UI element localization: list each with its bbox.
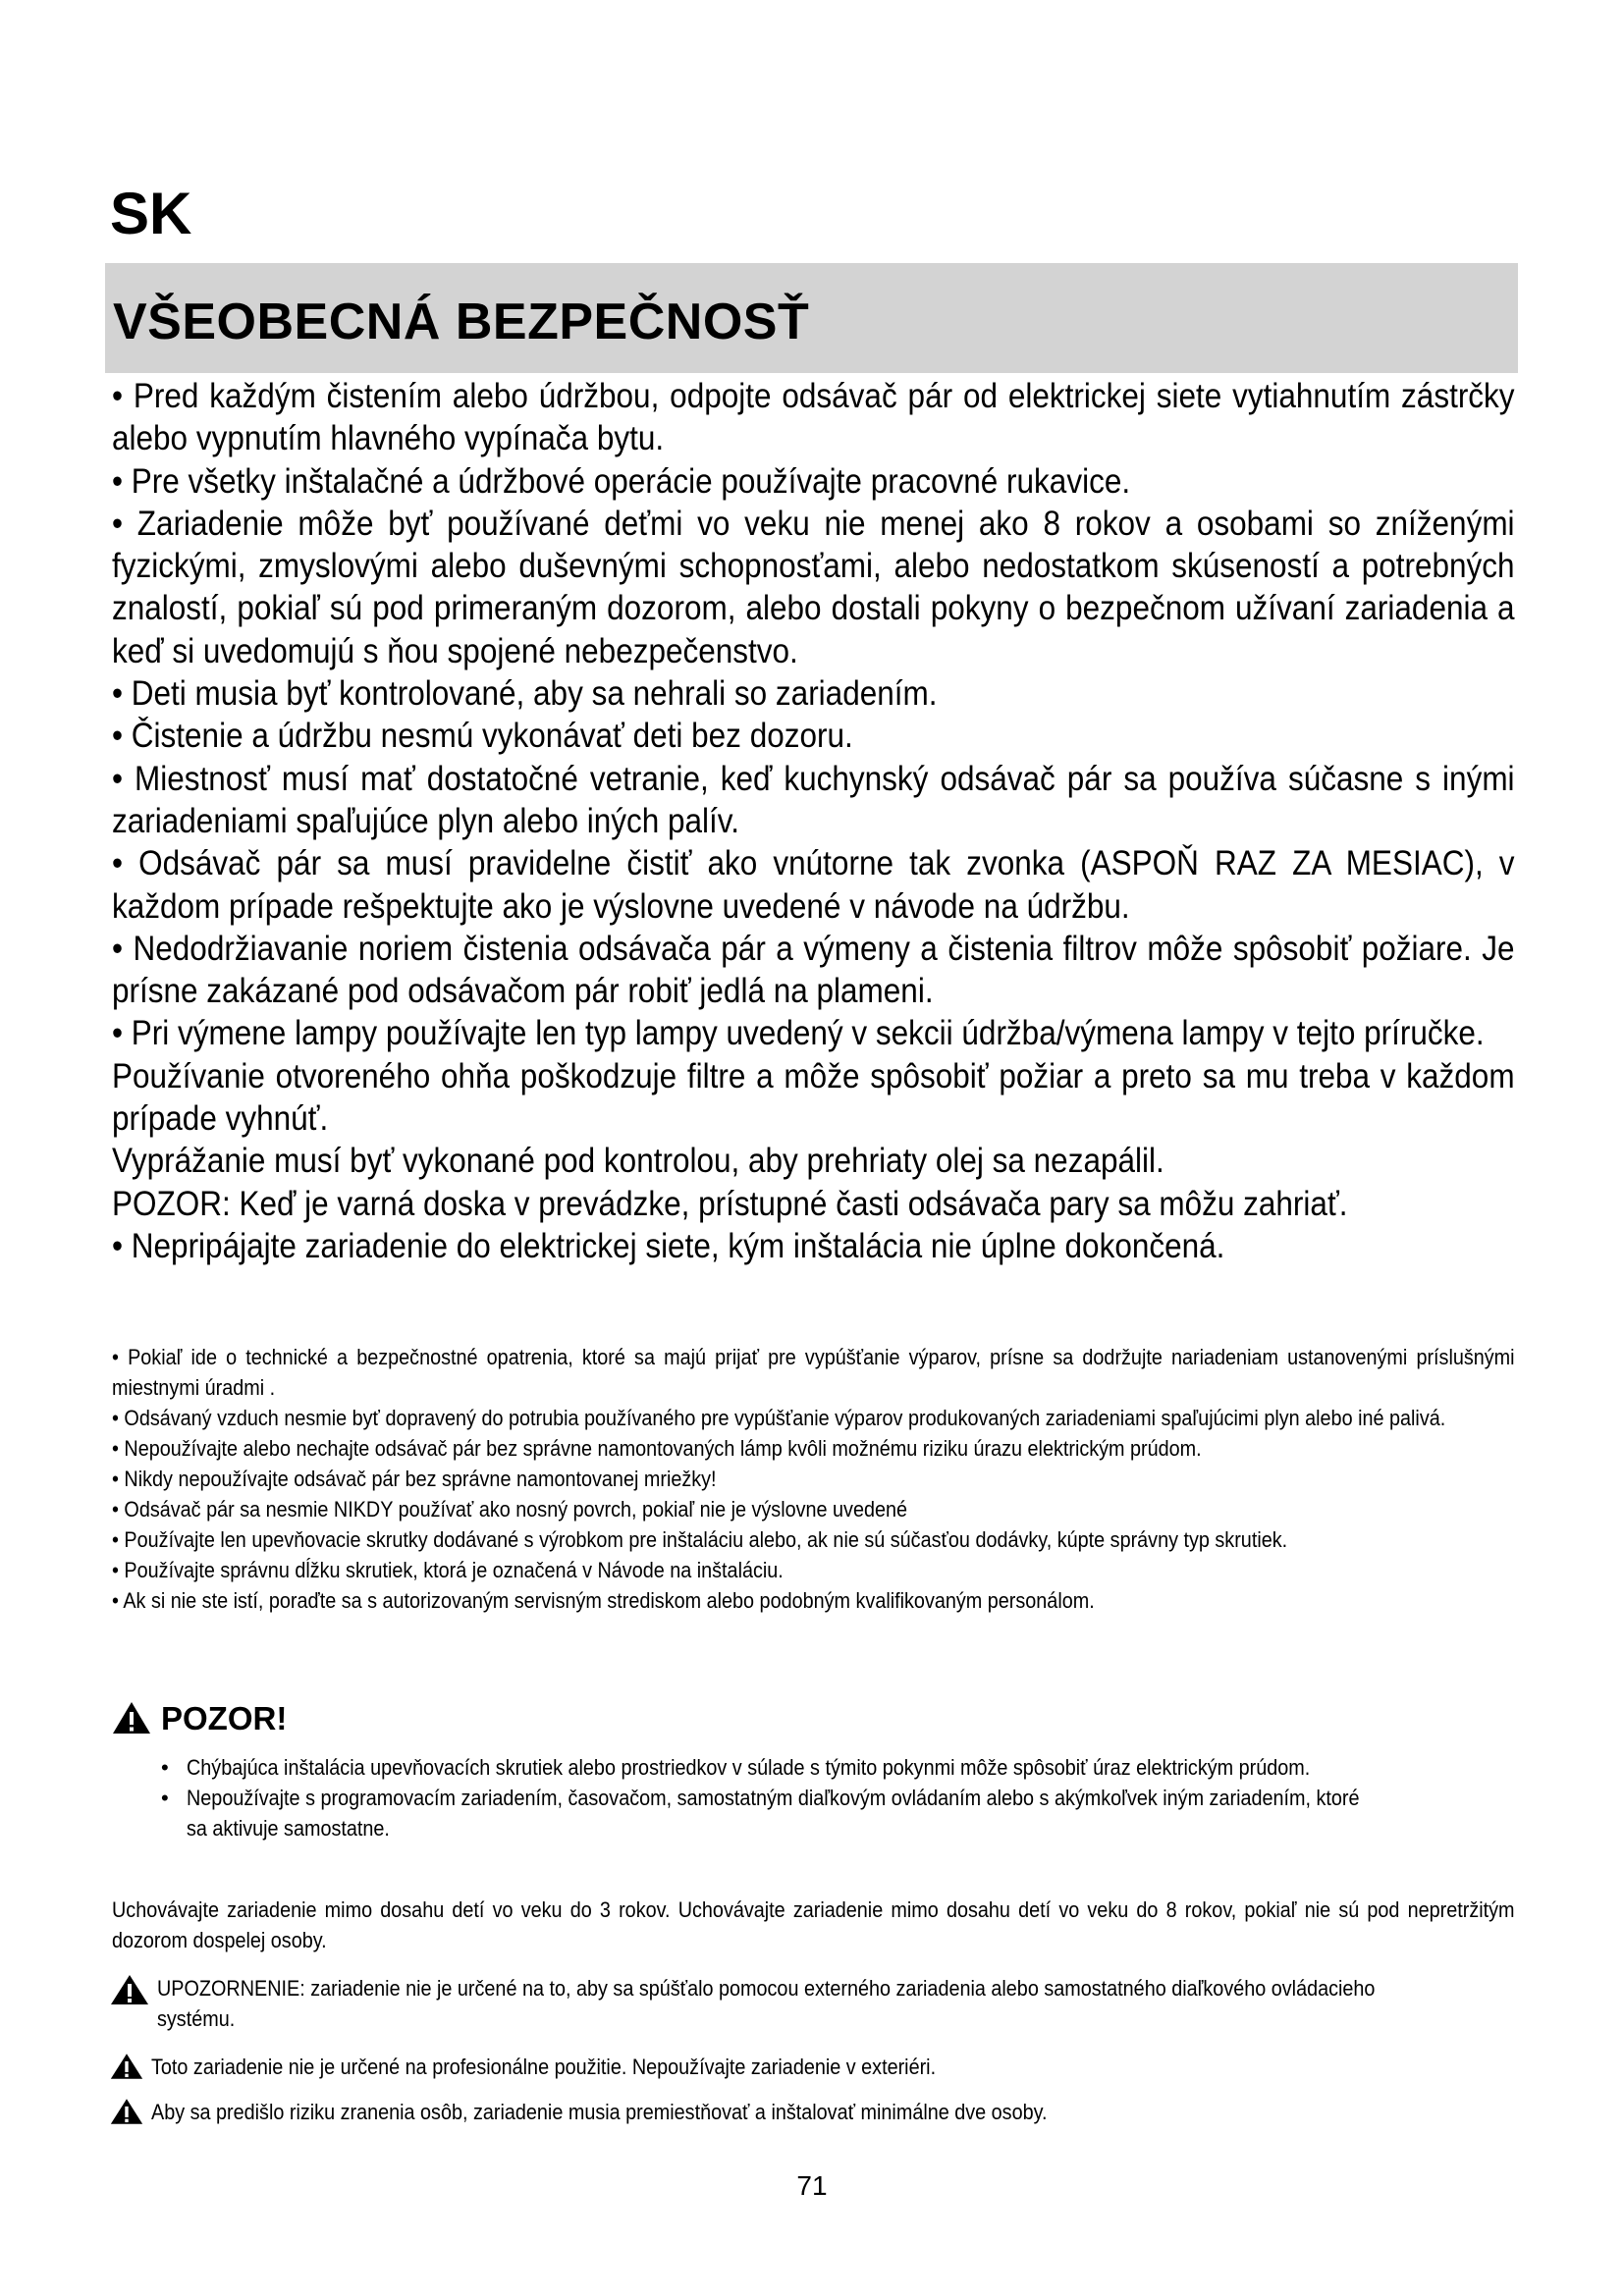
warning-text: Toto zariadenie nie je určené na profesionálne použitie. Nepoužívajte zariadenie v exteriéri. xyxy=(151,2055,937,2079)
small-safety-text xyxy=(112,1342,1516,1616)
small-paragraph: • Nikdy nepoužívajte odsávač pár bez správne namontovanej mriežky! xyxy=(112,1467,717,1491)
warning-text: Aby sa predišlo riziku zranenia osôb, zariadenie musia premiestňovať a inštalovať minimálne dve osoby. xyxy=(151,2100,1048,2124)
list-item xyxy=(161,1783,1516,1843)
paragraph: • Odsávač pár sa musí pravidelne čistiť ako vnútorne tak zvonka (ASPOŇ RAZ ZA MESIAC), v každom prípade rešpektujte ako je výslovne uvedené v návode na údržbu. xyxy=(112,844,1515,926)
paragraph: • Zariadenie môže byť používané deťmi vo veku nie menej ako 8 rokov a osobami so zníženými fyzickými, zmyslovými alebo duševnými schopnosťami, alebo nedostatkom skúseností a potrebných znalostí, pokiaľ sú pod primeraným dozorom, alebo dostali pokyny o bezpečnom užívaní zariadenia a keď si uvedomujú s ňou spojené nebezpečenstvo. xyxy=(112,504,1515,670)
list-item-text: Nepoužívajte s programovacím zariadením, časovačom, samostatným diaľkovým ovládaním alebo s akýmkoľvek iným zariadením, ktoré sa aktivuje samostatne. xyxy=(187,1786,1360,1841)
small-paragraph: • Odsávaný vzduch nesmie byť dopravený do potrubia používaného pre vypúšťanie výparov produkovaných zariadeniami spaľujúcimi plyn alebo iné palivá. xyxy=(112,1406,1446,1430)
paragraph: Vyprážanie musí byť vykonané pod kontrolou, aby prehriaty olej sa nezapálil. xyxy=(112,1142,1164,1181)
list-item xyxy=(161,1752,1516,1783)
main-safety-text xyxy=(112,375,1516,1267)
paragraph: • Nedodržiavanie noriem čistenia odsávača pár a výmeny a čistenia filtrov môže spôsobiť požiare. Je prísne zakázané pod odsávačom pár robiť jedlá na plameni. xyxy=(112,929,1515,1011)
keep-away-notice xyxy=(112,1895,1516,1955)
list-item-text: Chýbajúca inštalácia upevňovacích skrutiek alebo prostriedkov v súlade s týmito pokynmi môže spôsobiť úraz elektrickým prúdom. xyxy=(187,1755,1311,1780)
small-paragraph: • Používajte len upevňovacie skrutky dodávané s výrobkom pre inštaláciu alebo, ak nie sú súčasťou dodávky, kúpte správny typ skrutiek. xyxy=(112,1527,1288,1552)
paragraph: Používanie otvoreného ohňa poškodzuje filtre a môže spôsobiť požiar a preto sa mu treba v každom prípade vyhnúť. xyxy=(112,1056,1515,1139)
paragraph: • Deti musia byť kontrolované, aby sa nehrali so zariadením. xyxy=(112,674,938,714)
small-paragraph: • Ak si nie ste istí, poraďte sa s autorizovaným servisným strediskom alebo podobným kvalifikovaným personálom. xyxy=(112,1588,1095,1613)
language-code: SK xyxy=(110,181,192,246)
small-paragraph: • Používajte správnu dĺžku skrutiek, ktorá je označená v Návode na inštaláciu. xyxy=(112,1558,784,1582)
pozor-list xyxy=(161,1752,1516,1843)
paragraph: • Čistenie a údržbu nesmú vykonávať deti bez dozoru. xyxy=(112,717,853,756)
small-paragraph: • Odsávač pár sa nesmie NIKDY používať ako nosný povrch, pokiaľ nie je výslovne uvedené xyxy=(112,1497,908,1522)
pozor-title: POZOR! xyxy=(161,1699,288,1736)
paragraph: • Miestnosť musí mať dostatočné vetranie, keď kuchynský odsávač pár sa používa súčasne s inými zariadeniami spaľujúce plyn alebo iných palív. xyxy=(112,759,1515,840)
warning-triangle-icon xyxy=(110,2098,143,2125)
warning-row xyxy=(110,2097,1518,2127)
paragraph: • Pri výmene lampy používajte len typ lampy uvedený v sekcii údržba/výmena lampy v tejto príručke. xyxy=(112,1014,1485,1053)
warning-text: UPOZORNENIE: zariadenie nie je určené na to, aby sa spúšťalo pomocou externého zariadenia alebo samostatného diaľkového ovládacieho systému. xyxy=(157,1976,1376,2031)
pozor-heading xyxy=(112,1701,287,1735)
section-title: VŠEOBECNÁ BEZPEČNOSŤ xyxy=(113,294,810,350)
warning-row xyxy=(110,2052,1518,2082)
paragraph: • Nepripájajte zariadenie do elektrickej siete, kým inštalácia nie úplne dokončená. xyxy=(112,1226,1225,1265)
small-paragraph: • Nepoužívajte alebo nechajte odsávač pár bez správne namontovaných lámp kvôli možnému riziku úrazu elektrickým prúdom. xyxy=(112,1436,1202,1461)
keep-away-text: Uchovávajte zariadenie mimo dosahu detí vo veku do 3 rokov. Uchovávajte zariadenie mimo dosahu detí vo veku do 8 rokov, pokiaľ nie sú pod nepretržitým dozorom dospelej osoby. xyxy=(112,1897,1515,1952)
warning-triangle-icon xyxy=(110,1974,149,2005)
paragraph: • Pre všetky inštalačné a údržbové operácie používajte pracovné rukavice. xyxy=(112,461,1131,501)
page-number: 71 xyxy=(796,2170,828,2201)
paragraph: • Pred každým čistením alebo údržbou, odpojte odsávač pár od elektrickej siete vytiahnutím zástrčky alebo vypnutím hlavného vypínača bytu. xyxy=(112,377,1515,458)
small-paragraph: • Pokiaľ ide o technické a bezpečnostné opatrenia, ktoré sa majú prijať pre vypúšťanie výparov, prísne sa dodržujte nariadeniam ustanovenými príslušnými miestnymi úradmi . xyxy=(112,1345,1515,1400)
warning-triangle-icon xyxy=(112,1701,151,1735)
bullet: • xyxy=(161,1786,169,1810)
warning-triangle-icon xyxy=(110,2053,143,2080)
section-banner xyxy=(105,263,1518,373)
paragraph: POZOR: Keď je varná doska v prevádzke, prístupné časti odsávača pary sa môžu zahriať. xyxy=(112,1184,1348,1223)
bullet: • xyxy=(161,1755,169,1780)
warning-row xyxy=(110,1973,1518,2034)
